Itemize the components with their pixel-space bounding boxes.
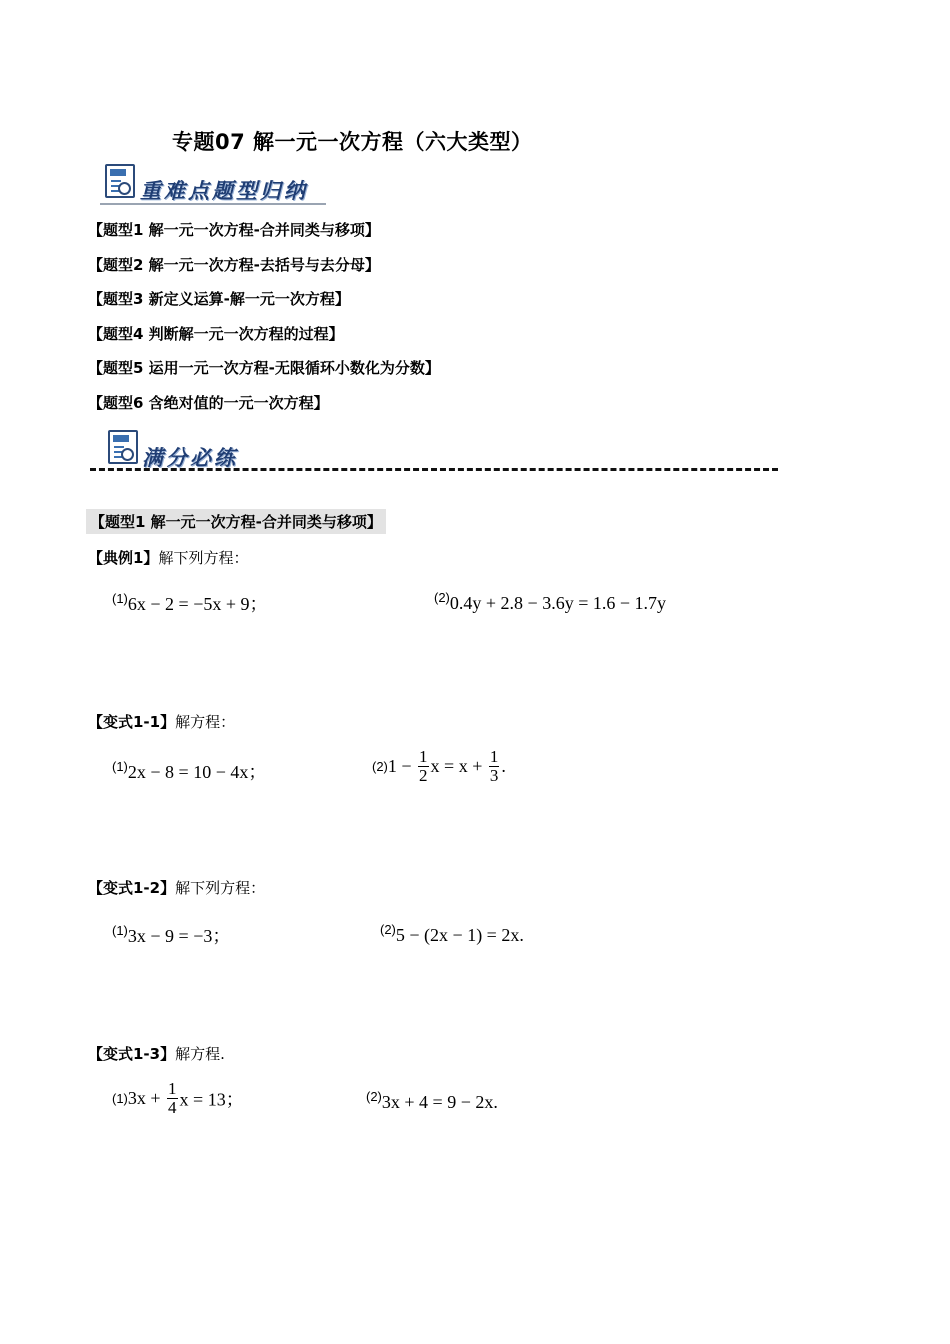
type-list-item: 【题型5 运用一元一次方程-无限循环小数化为分数】 bbox=[88, 359, 440, 377]
dashed-divider bbox=[90, 468, 778, 471]
page-title: 专题07 解一元一次方程（六大类型） bbox=[172, 130, 533, 154]
summary-banner-text: 重难点题型归纳 bbox=[140, 178, 308, 203]
section-heading: 【题型1 解一元一次方程-合并同类与移项】 bbox=[86, 509, 386, 534]
type-list-item: 【题型6 含绝对值的一元一次方程】 bbox=[88, 394, 329, 412]
question-header: 【变式1-3】解方程. bbox=[88, 1045, 225, 1063]
equation-q1-2: $^{(2)}$0.4y + 2.8 − 3.6y = 1.6 − 1.7y bbox=[434, 590, 666, 613]
equation-q3-1: $^{(1)}$3x − 9 = −3； bbox=[112, 923, 231, 946]
equation-q1-1: $^{(1)}$6x − 2 = −5x + 9； bbox=[112, 591, 268, 614]
equation-q4-1: (1)3x + $\frac{1}{4}$ x = 13； bbox=[112, 1079, 244, 1117]
equation-q2-1: $^{(1)}$2x − 8 = 10 − 4x； bbox=[112, 759, 267, 782]
magnifier-icon bbox=[118, 182, 131, 195]
type-list-item: 【题型4 判断解一元一次方程的过程】 bbox=[88, 325, 344, 343]
type-list-item: 【题型2 解一元一次方程-去括号与去分母】 bbox=[88, 256, 380, 274]
banner-underline bbox=[100, 203, 326, 205]
magnifier-icon bbox=[121, 448, 134, 461]
practice-banner-text: 满分必练 bbox=[142, 445, 238, 470]
question-header: 【典例1】解下列方程： bbox=[88, 549, 249, 567]
equation-q2-2: (2)1 − $\frac{1}{2}$ x = x + $\frac{1}{3}$ . bbox=[372, 747, 506, 785]
question-header: 【变式1-1】解方程： bbox=[88, 713, 236, 731]
question-header: 【变式1-2】解下列方程： bbox=[88, 879, 266, 897]
equation-q4-2: $^{(2)}$3x + 4 = 9 − 2x. bbox=[366, 1089, 498, 1112]
type-list-item: 【题型3 新定义运算-解一元一次方程】 bbox=[88, 290, 350, 308]
equation-q3-2: $^{(2)}$5 − (2x − 1) = 2x. bbox=[380, 922, 524, 945]
type-list-item: 【题型1 解一元一次方程-合并同类与移项】 bbox=[88, 221, 380, 239]
